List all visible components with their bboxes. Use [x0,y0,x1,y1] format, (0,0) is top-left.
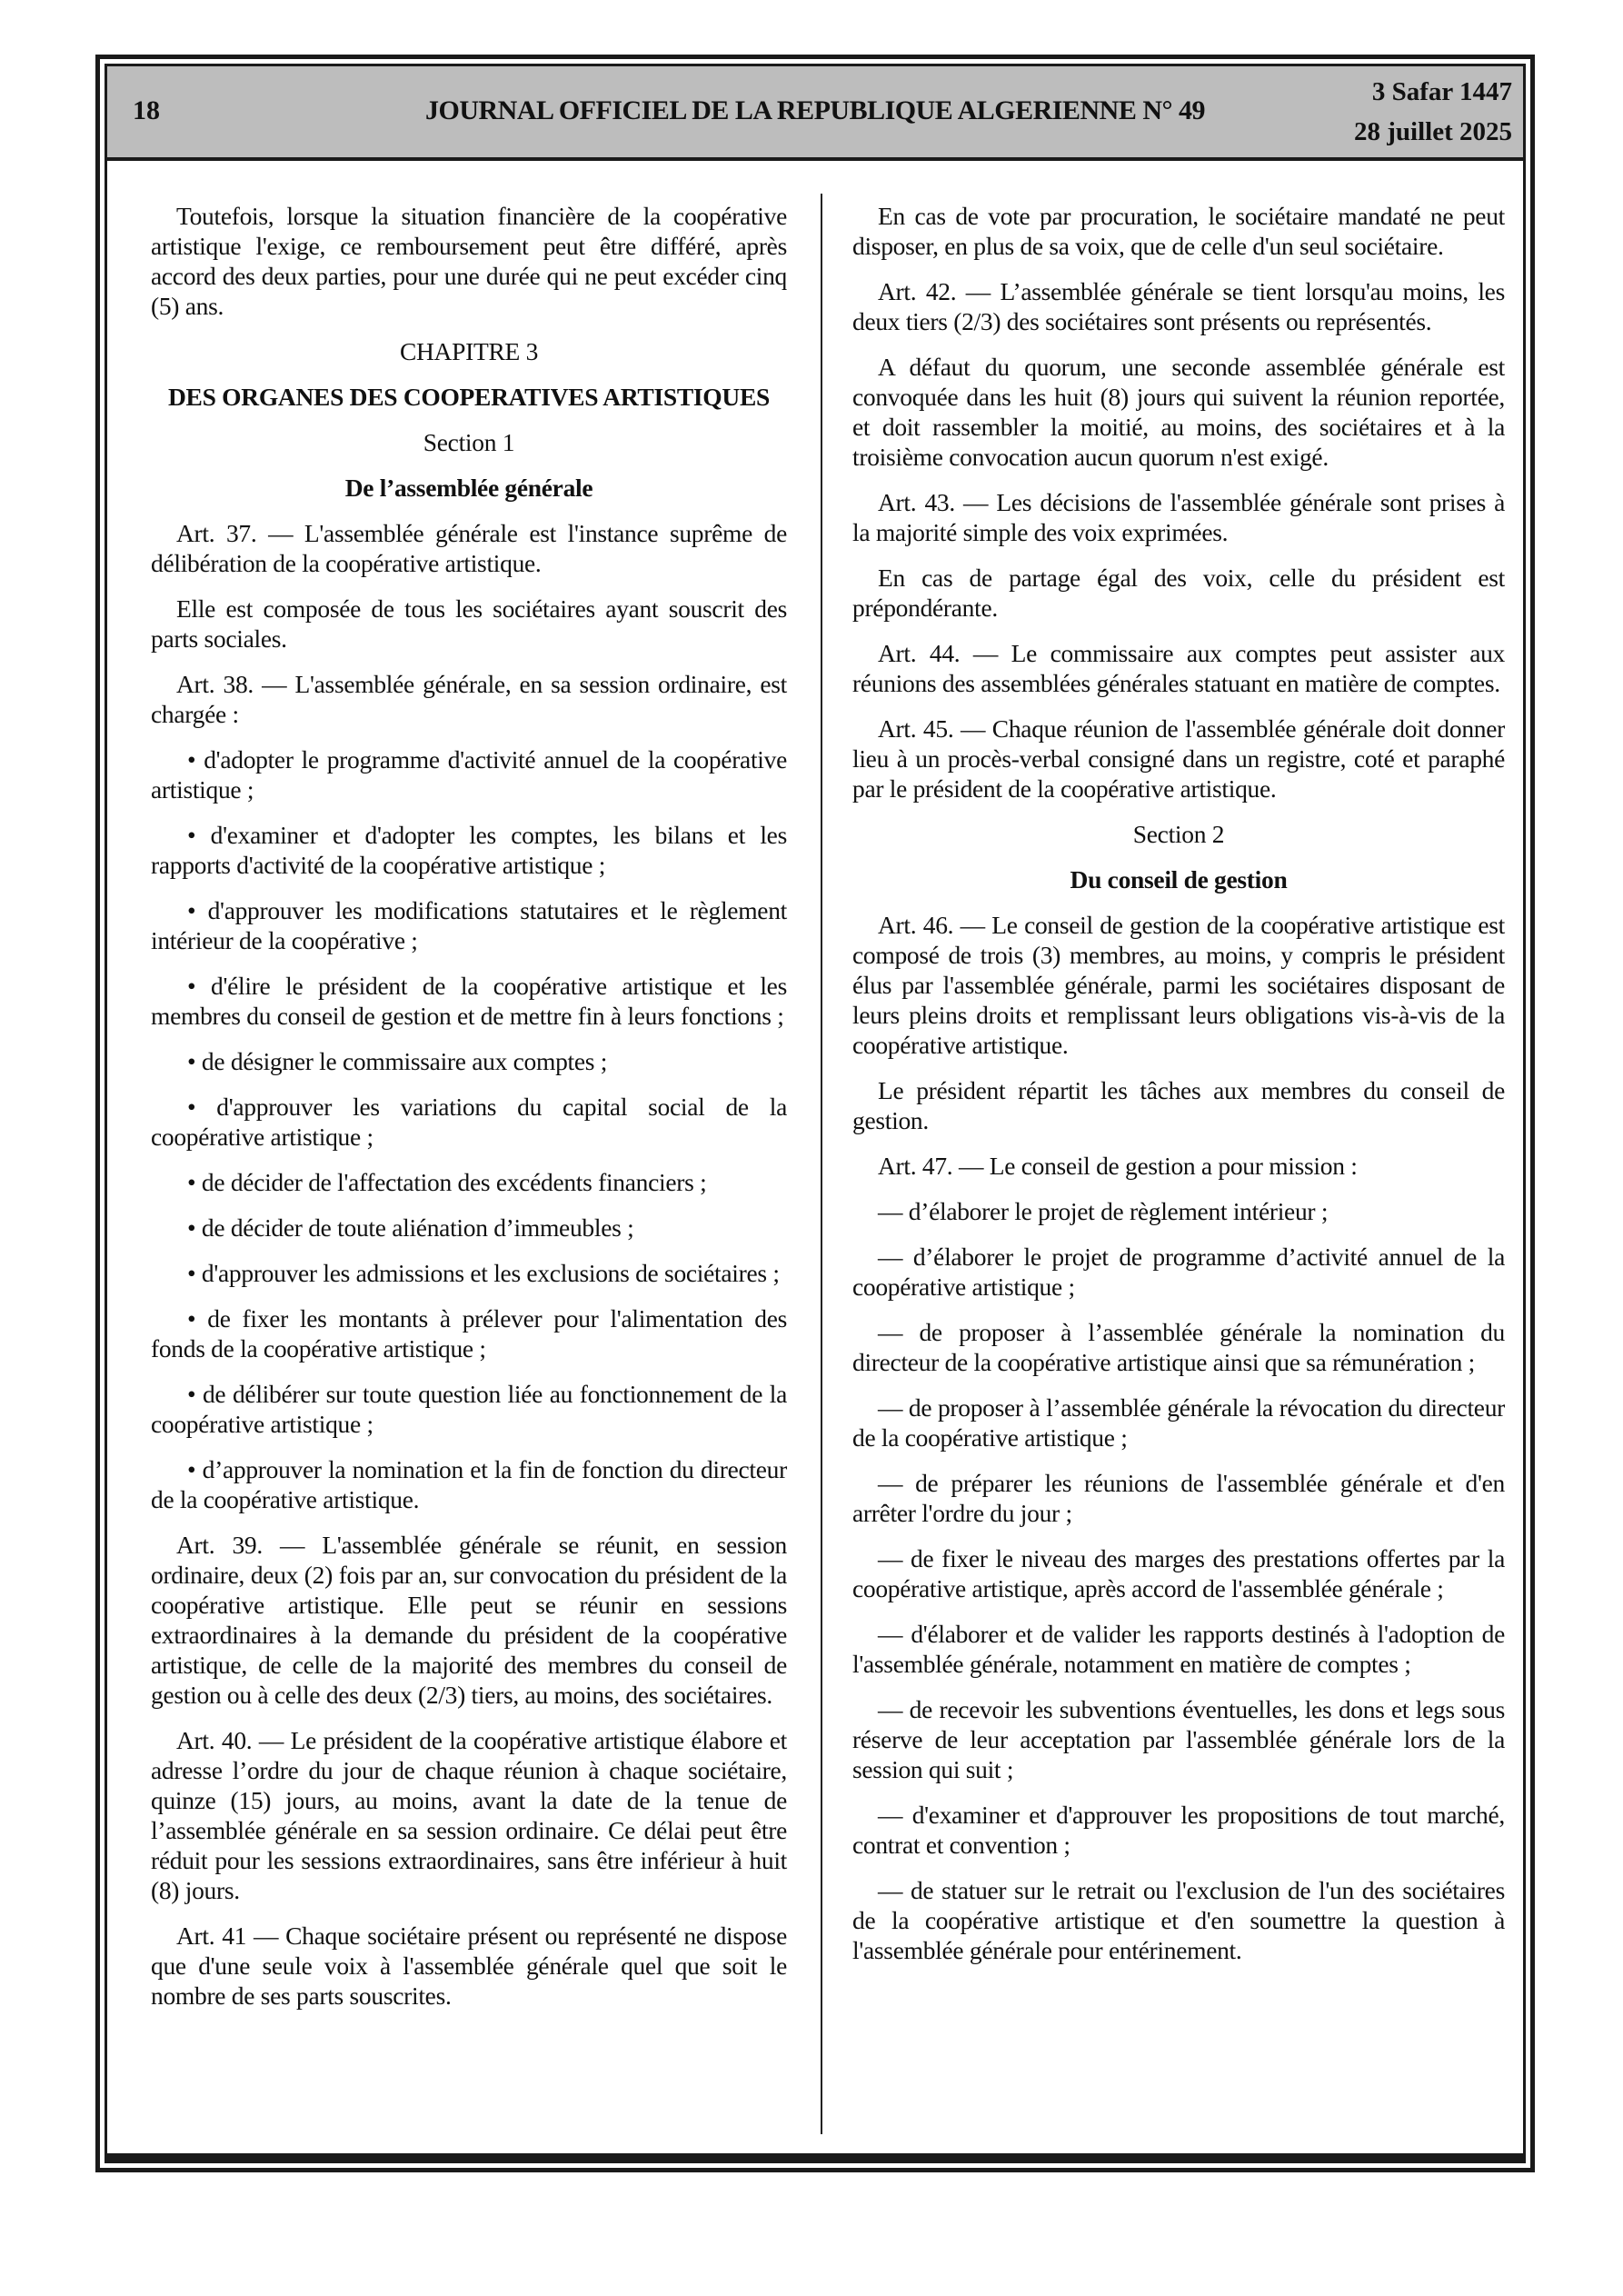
journal-header [107,66,1523,161]
paragraph: — d'élaborer et de valider les rapports destinés à l'adoption de l'assemblée générale, notamment en matière de comptes ; [852,1620,1505,1678]
section-title: Du conseil de gestion [1070,865,1288,893]
paragraph: En cas de partage égal des voix, celle du président est prépondérante. [852,564,1505,622]
section-title: De l’assemblée générale [344,474,593,502]
list-item: • d'approuver les modifications statutaires et le règlement intérieur de la coopérative ; [151,896,787,954]
page-frame [95,55,1535,2172]
issue-date [1354,72,1512,152]
right-column [852,201,1505,1981]
paragraph: Art. 37. — L'assemblée générale est l'instance suprême de délibération de la coopérative artistique. [151,519,787,577]
paragraph: Toutefois, lorsque la situation financière de la coopérative artistique l'exige, ce remboursement peut être différé, après accord des deux parties, pour une durée qui ne peut excéder cinq (5) ans. [151,202,787,320]
paragraph: — de proposer à l’assemblée générale la nomination du directeur de la coopérative artistique ainsi que sa rémunération ; [852,1318,1505,1376]
paragraph: — de statuer sur le retrait ou l'exclusion de l'un des sociétaires de la coopérative artistique et d'en soumettre la question à l'assemblée générale pour entérinement. [852,1876,1505,1964]
paragraph: Art. 47. — Le conseil de gestion a pour mission : [878,1152,1358,1180]
date-hijri: 3 Safar 1447 [1371,77,1512,106]
paragraph: — de proposer à l’assemblée générale la révocation du directeur de la coopérative artistique ; [852,1393,1505,1452]
paragraph: Elle est composée de tous les sociétaires ayant souscrit des parts sociales. [151,594,787,653]
paragraph: — de fixer le niveau des marges des prestations offertes par la coopérative artistique, après accord de l'assemblée générale ; [852,1544,1505,1602]
paragraph: Art. 44. — Le commissaire aux comptes peut assister aux réunions des assemblées générales statuant en matière de comptes. [852,639,1505,697]
paragraph: Art. 45. — Chaque réunion de l'assemblée générale doit donner lieu à un procès-verbal consigné dans un registre, coté et paraphé par le président de la coopérative artistique. [852,714,1505,803]
paragraph: — de préparer les réunions de l'assemblée générale et d'en arrêter l'ordre du jour ; [852,1469,1505,1527]
section-title: DES ORGANES DES COOPERATIVES ARTISTIQUES [168,383,770,411]
date-gregorian: 28 juillet 2025 [1354,117,1512,146]
list-item: • d'approuver les variations du capital social de la coopérative artistique ; [151,1093,787,1151]
list-item: • de délibérer sur toute question liée au fonctionnement de la coopérative artistique ; [151,1380,787,1438]
paragraph: En cas de vote par procuration, le sociétaire mandaté ne peut disposer, en plus de sa voix, que de celle d'un seul sociétaire. [852,202,1505,260]
paragraph: Art. 41 — Chaque sociétaire présent ou représenté ne dispose que d'une seule voix à l'assemblée générale quel que soit le nombre de ses parts souscrites. [151,1922,787,2010]
list-item: • d’approuver la nomination et la fin de fonction du directeur de la coopérative artistique. [151,1455,787,1513]
paragraph: A défaut du quorum, une seconde assemblée générale est convoquée dans les huit (8) jours qui suivent la réunion reportée, et doit rassembler la moitié, au moins, des sociétaires et à la troisième convocation aucun quorum n'est exigé. [852,353,1505,471]
list-item: • d'adopter le programme d'activité annuel de la coopérative artistique ; [151,745,787,804]
paragraph: Art. 46. — Le conseil de gestion de la coopérative artistique est composé de trois (3) membres, au moins, y compris le président élus par l'assemblée générale, parmi les sociétaires disposant de leurs pleins droits et remplissant leurs obligations vis-à-vis de la coopérative artistique. [852,911,1505,1059]
paragraph: Art. 43. — Les décisions de l'assemblée générale sont prises à la majorité simple des voix exprimées. [852,488,1505,546]
paragraph: Le président répartit les tâches aux membres du conseil de gestion. [852,1076,1505,1134]
page-inner-frame [105,64,1526,2163]
section-heading: CHAPITRE 3 [399,337,539,365]
paragraph: — d’élaborer le projet de règlement intérieur ; [878,1197,1329,1225]
paragraph: — de recevoir les subventions éventuelles, les dons et legs sous réserve de leur acceptation par l'assemblée générale lors de la session qui suit ; [852,1695,1505,1783]
section-heading: Section 1 [423,428,515,456]
journal-title: JOURNAL OFFICIEL DE LA REPUBLIQUE ALGERIENNE N° 49 [425,95,1205,125]
list-item: • d'élire le président de la coopérative artistique et les membres du conseil de gestion et de mettre fin à leurs fonctions ; [151,972,787,1030]
paragraph: Art. 39. — L'assemblée générale se réunit, en session ordinaire, deux (2) fois par an, sur convocation du président de la coopérative artistique. Elle peut se réunir en sessions extraordinaires à la demande du président de la coopérative artistique, de celle de la majorité des membres du conseil de gestion ou à celle des deux (2/3) tiers, au moins, des sociétaires. [151,1531,787,1709]
list-item: • de fixer les montants à prélever pour l'alimentation des fonds de la coopérative artistique ; [151,1304,787,1363]
paragraph: — d’élaborer le projet de programme d’activité annuel de la coopérative artistique ; [852,1243,1505,1301]
list-item: • d'approuver les admissions et les exclusions de sociétaires ; [187,1259,780,1287]
bottom-rule [107,2153,1523,2161]
page-number: 18 [133,95,160,125]
list-item: • de décider de l'affectation des excédents financiers ; [187,1168,707,1196]
list-item: • de décider de toute aliénation d’immeubles ; [187,1213,634,1242]
section-heading: Section 2 [1132,820,1225,848]
column-divider [821,194,822,2134]
list-item: • de désigner le commissaire aux comptes ; [187,1047,608,1075]
paragraph: Art. 40. — Le président de la coopérative artistique élabore et adresse l’ordre du jour de chaque réunion à chaque sociétaire, quinze (15) jours, au moins, avant la date de la tenue de l’assemblée générale en sa session ordinaire. Ce délai peut être réduit pour les sessions extraordinaires, sans être inférieur à huit (8) jours. [151,1726,787,1904]
list-item: • d'examiner et d'adopter les comptes, les bilans et les rapports d'activité de la coopérative artistique ; [151,821,787,879]
left-column [151,201,787,2026]
paragraph: Art. 42. — L’assemblée générale se tient lorsqu'au moins, les deux tiers (2/3) des sociétaires sont présents ou représentés. [852,277,1505,335]
paragraph: Art. 38. — L'assemblée générale, en sa session ordinaire, est chargée : [151,670,787,728]
paragraph: — d'examiner et d'approuver les propositions de tout marché, contrat et convention ; [852,1801,1505,1859]
